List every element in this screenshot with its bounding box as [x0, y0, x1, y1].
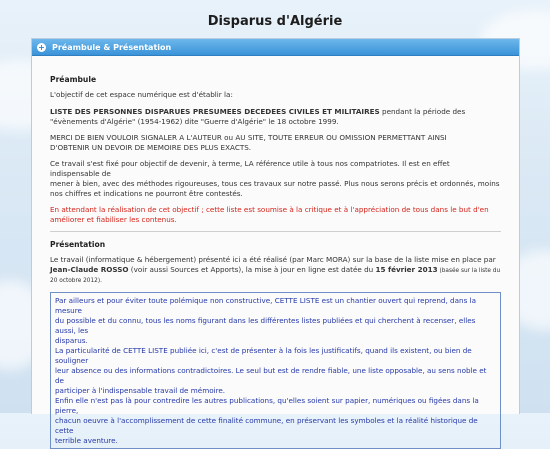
objective-line-3: nos chiffres et indications ne pourront être contestés. [50, 189, 243, 198]
blue-info-box [50, 292, 501, 449]
blue-line-8: chacun oeuvre à l'accomplissement de cette finalité commune, en préservant les symboles et la réalité historique de cette [55, 416, 478, 435]
objective-line-2: mener à bien, avec des méthodes rigoureuses, tous ces travaux sur notre passé. Plus nous serons précis et ordonnés, moins [50, 179, 500, 188]
blue-line-9: terrible aventure. [55, 436, 118, 445]
panel-header-label: Préambule & Présentation [52, 42, 172, 52]
blue-line-3: disparus. [55, 336, 88, 345]
presentation-mid: (voir aussi Sources et Apports), la mise à jour en ligne est datée du [128, 265, 376, 274]
blue-line-6: participer à l'indispensable travail de mémoire. [55, 386, 226, 395]
content-panel [31, 38, 520, 445]
preambule-intro: L'objectif de cet espace numérique est d'établir la: [50, 90, 233, 99]
list-title-rest: pendant la période des [379, 107, 466, 116]
site-title: Disparus d'Algérie [207, 14, 343, 29]
red-notice-2: améliorer et fiabiliser les contenus. [50, 215, 177, 224]
list-title-line [50, 107, 501, 117]
update-date: 15 février 2013 [375, 265, 438, 274]
author-name: Jean-Claude ROSSO [50, 265, 129, 274]
list-title-line-2: "évènements d'Algérie" (1954-1962) dite "Guerre d'Algérie" le 18 octobre 1999. [50, 117, 339, 126]
caps-notice-2: D'OBTENIR UN DEVOIR DE MEMOIRE DES PLUS EXACTS. [50, 143, 252, 152]
presentation-line-1: Le travail (informatique & hébergement) présenté ici a été réalisé (par Marc MORA) sur la base de la liste mise en place par [50, 255, 496, 264]
objective-line-1: Ce travail s'est fixé pour objectif de devenir, à terme, LA référence utile à tous nos compatriotes. Il est en effet indispensable de [50, 159, 450, 178]
blue-line-1: Par ailleurs et pour éviter toute polémique non constructive, CETTE LISTE est un chantier ouvert qui reprend, dans la mesure [55, 296, 477, 315]
blue-line-2: du possible et du connu, tous les noms figurant dans les différentes listes publiées et qui cherchent à recenser, elles aussi, les [55, 316, 476, 335]
presentation-small-1: (basée sur la liste du [437, 268, 501, 274]
panel-content [32, 56, 519, 449]
presentation-heading: Présentation [50, 240, 106, 249]
presentation-small-2: 20 octobre 2012). [50, 278, 102, 284]
caps-notice-1: MERCI DE BIEN VOULOIR SIGNALER A L'AUTEUR ou AU SITE, TOUTE ERREUR OU OMISSION PERMETTANT AINSI [50, 133, 447, 142]
panel-header-bar[interactable] [32, 39, 519, 56]
presentation-line-2 [50, 265, 501, 276]
list-title: LISTE DES PERSONNES DISPARUES PRESUMEES DECEDEES CIVILES ET MILITAIRES [50, 107, 380, 116]
plus-icon[interactable]: + [38, 42, 45, 52]
blue-line-5: leur absence ou des informations contradictoires. Le seul but est de rendre fiable, une liste opposable, au sens noble et de [55, 366, 487, 385]
preambule-heading: Préambule [50, 75, 97, 84]
blue-line-7: Enfin elle n'est pas là pour contredire les autres publications, qu'elles soient sur papier, numériques ou figées dans la pierre, [55, 396, 479, 415]
red-notice-1: En attendant la réalisation de cet objectif ; cette liste est soumise à la critique et à l'appréciation de tous dans le but d'en [50, 205, 489, 214]
blue-line-4: La particularité de CETTE LISTE publiée ici, c'est de présenter à la fois les justificatifs, quand ils existent, ou bien de souligner [55, 346, 472, 365]
